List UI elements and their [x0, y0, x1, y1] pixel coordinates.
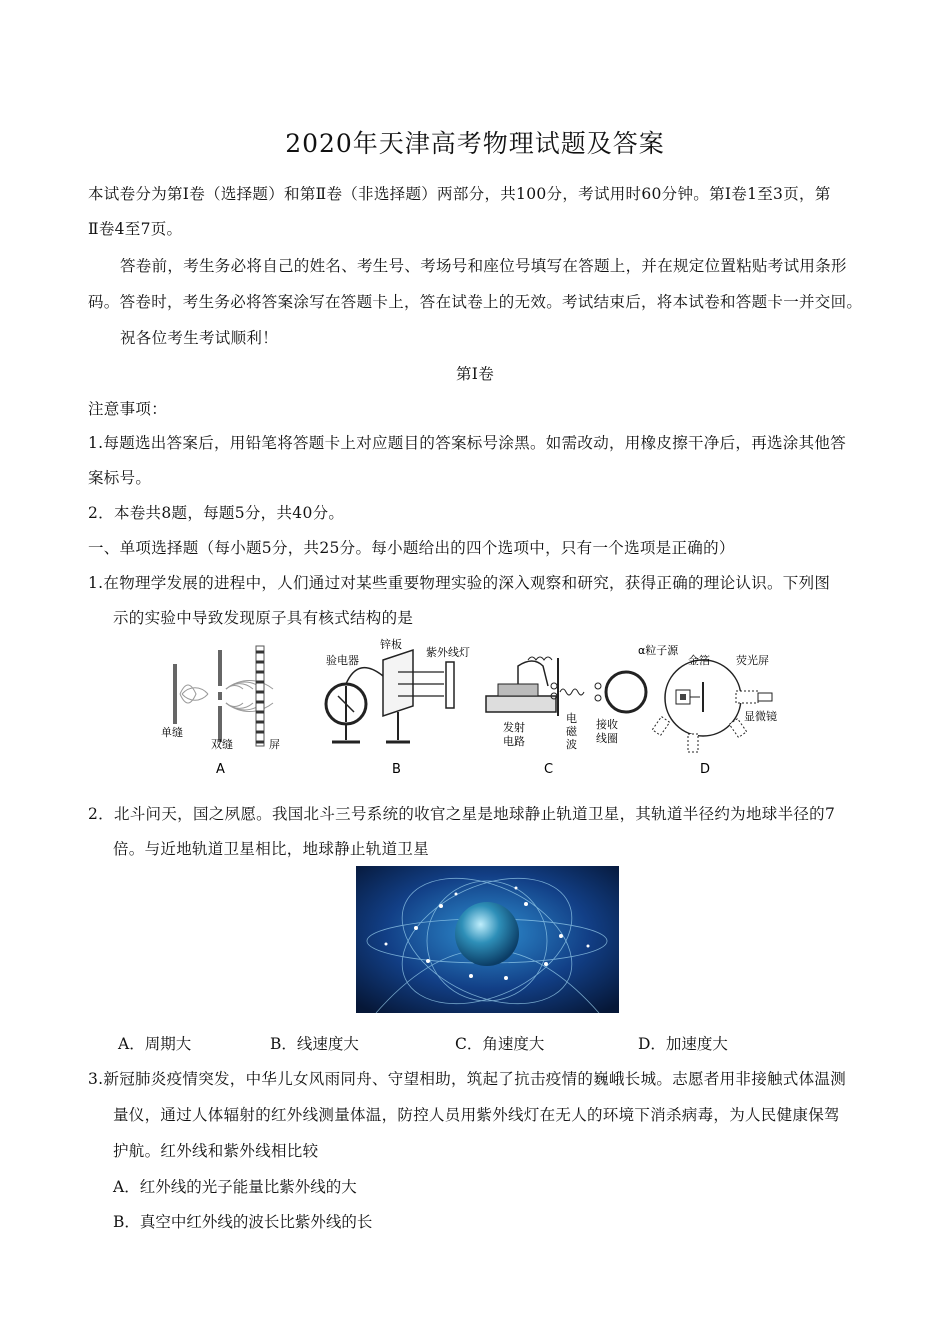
- label-fluorescent-screen: 荧光屏: [736, 654, 769, 667]
- label-a: A: [216, 762, 225, 776]
- question-1-line-1: 1.在物理学发展的进程中，人们通过对某些重要物理实验的深入观察和研究，获得正确的理论认识。下列图: [88, 574, 831, 592]
- section-title: 第Ⅰ卷: [455, 365, 495, 383]
- question-2-line-2: 倍。与近地轨道卫星相比，地球静止轨道卫星: [113, 840, 430, 858]
- double-slit-diagram: [161, 646, 280, 776]
- notes-heading: 注意事项：: [88, 400, 168, 418]
- label-wave-3: 波: [566, 738, 577, 751]
- intro-line-1: 本试卷分为第Ⅰ卷（选择题）和第Ⅱ卷（非选择题）两部分，共100分，考试用时60分钟。第Ⅰ卷1至3页，第: [88, 185, 831, 203]
- question-3-line-3: 护航。红外线和紫外线相比较: [113, 1142, 319, 1160]
- label-double-slit: 双缝: [211, 738, 233, 751]
- question-2-option-a[interactable]: A．周期大: [118, 1035, 192, 1053]
- label-c: C: [544, 762, 554, 776]
- label-d: D: [700, 762, 711, 776]
- intro-line-3: 答卷前，考生务必将自己的姓名、考生号、考场号和座位号填写在答题上，并在规定位置粘贴考试用条形: [120, 257, 847, 275]
- label-receive-2: 线圈: [596, 732, 618, 745]
- label-zinc-plate: 锌板: [380, 638, 402, 651]
- label-wave-2: 磁: [566, 725, 577, 738]
- question-3-line-2: 量仪，通过人体辐射的红外线测量体温，防控人员用紫外线灯在无人的环境下消杀病毒，为人民健康保驾: [113, 1106, 840, 1124]
- label-receive-1: 接收: [596, 718, 618, 731]
- question-2-option-c[interactable]: C．角速度大: [455, 1035, 545, 1053]
- note-1-line-1: 1.每题选出答案后，用铅笔将答题卡上对应题目的答案标号涂黑。如需改动，用橡皮擦干净后，再选涂其他答: [88, 434, 846, 452]
- note-1-line-2: 案标号。: [88, 469, 152, 487]
- note-2: 2．本卷共8题，每题5分，共40分。: [88, 504, 345, 522]
- label-alpha-source: α粒子源: [638, 644, 679, 657]
- question-1-line-2: 示的实验中导致发现原子具有核式结构的是: [113, 609, 414, 627]
- question-2-option-d[interactable]: D．加速度大: [638, 1035, 728, 1053]
- intro-line-2: Ⅱ卷4至7页。: [88, 220, 183, 238]
- beidou-satellite-image: [356, 866, 619, 1013]
- label-screen: 屏: [269, 738, 280, 751]
- question-3-line-1: 3.新冠肺炎疫情突发，中华儿女风雨同舟、守望相助，筑起了抗击疫情的巍峨长城。志愿者用非接触式体温测: [88, 1070, 846, 1088]
- question-2-line-1: 2．北斗问天，国之夙愿。我国北斗三号系统的收官之星是地球静止轨道卫星，其轨道半径约为地球半径的7: [88, 805, 836, 823]
- experiments-figure: [148, 636, 798, 776]
- question-3-option-a[interactable]: A．红外线的光子能量比紫外线的大: [113, 1178, 357, 1196]
- label-wave-1: 电: [566, 712, 577, 725]
- label-transmit-2: 电路: [503, 735, 525, 748]
- label-gold-foil: 金箔: [688, 654, 710, 667]
- label-uv-lamp: 紫外线灯: [426, 646, 470, 659]
- em-wave-diagram: [486, 657, 646, 776]
- label-transmit-1: 发射: [503, 721, 525, 734]
- label-b: B: [392, 762, 401, 776]
- intro-line-5: 祝各位考生考试顺利！: [120, 329, 279, 347]
- photoelectric-diagram: [326, 637, 470, 776]
- intro-line-4: 码。答卷时，考生务必将答案涂写在答题卡上，答在试卷上的无效。考试结束后，将本试卷和答题卡一并交回。: [88, 293, 863, 311]
- label-microscope: 显微镜: [744, 710, 777, 723]
- label-electroscope: 验电器: [326, 654, 359, 667]
- label-single-slit: 单缝: [161, 726, 183, 739]
- question-2-option-b[interactable]: B．线速度大: [270, 1035, 359, 1053]
- alpha-scattering-diagram: [638, 643, 777, 776]
- page-title: 2020年天津高考物理试题及答案: [285, 129, 665, 158]
- part-1-heading: 一、单项选择题（每小题5分，共25分。每小题给出的四个选项中，只有一个选项是正确的）: [88, 539, 735, 557]
- question-3-option-b[interactable]: B．真空中红外线的波长比紫外线的长: [113, 1213, 373, 1231]
